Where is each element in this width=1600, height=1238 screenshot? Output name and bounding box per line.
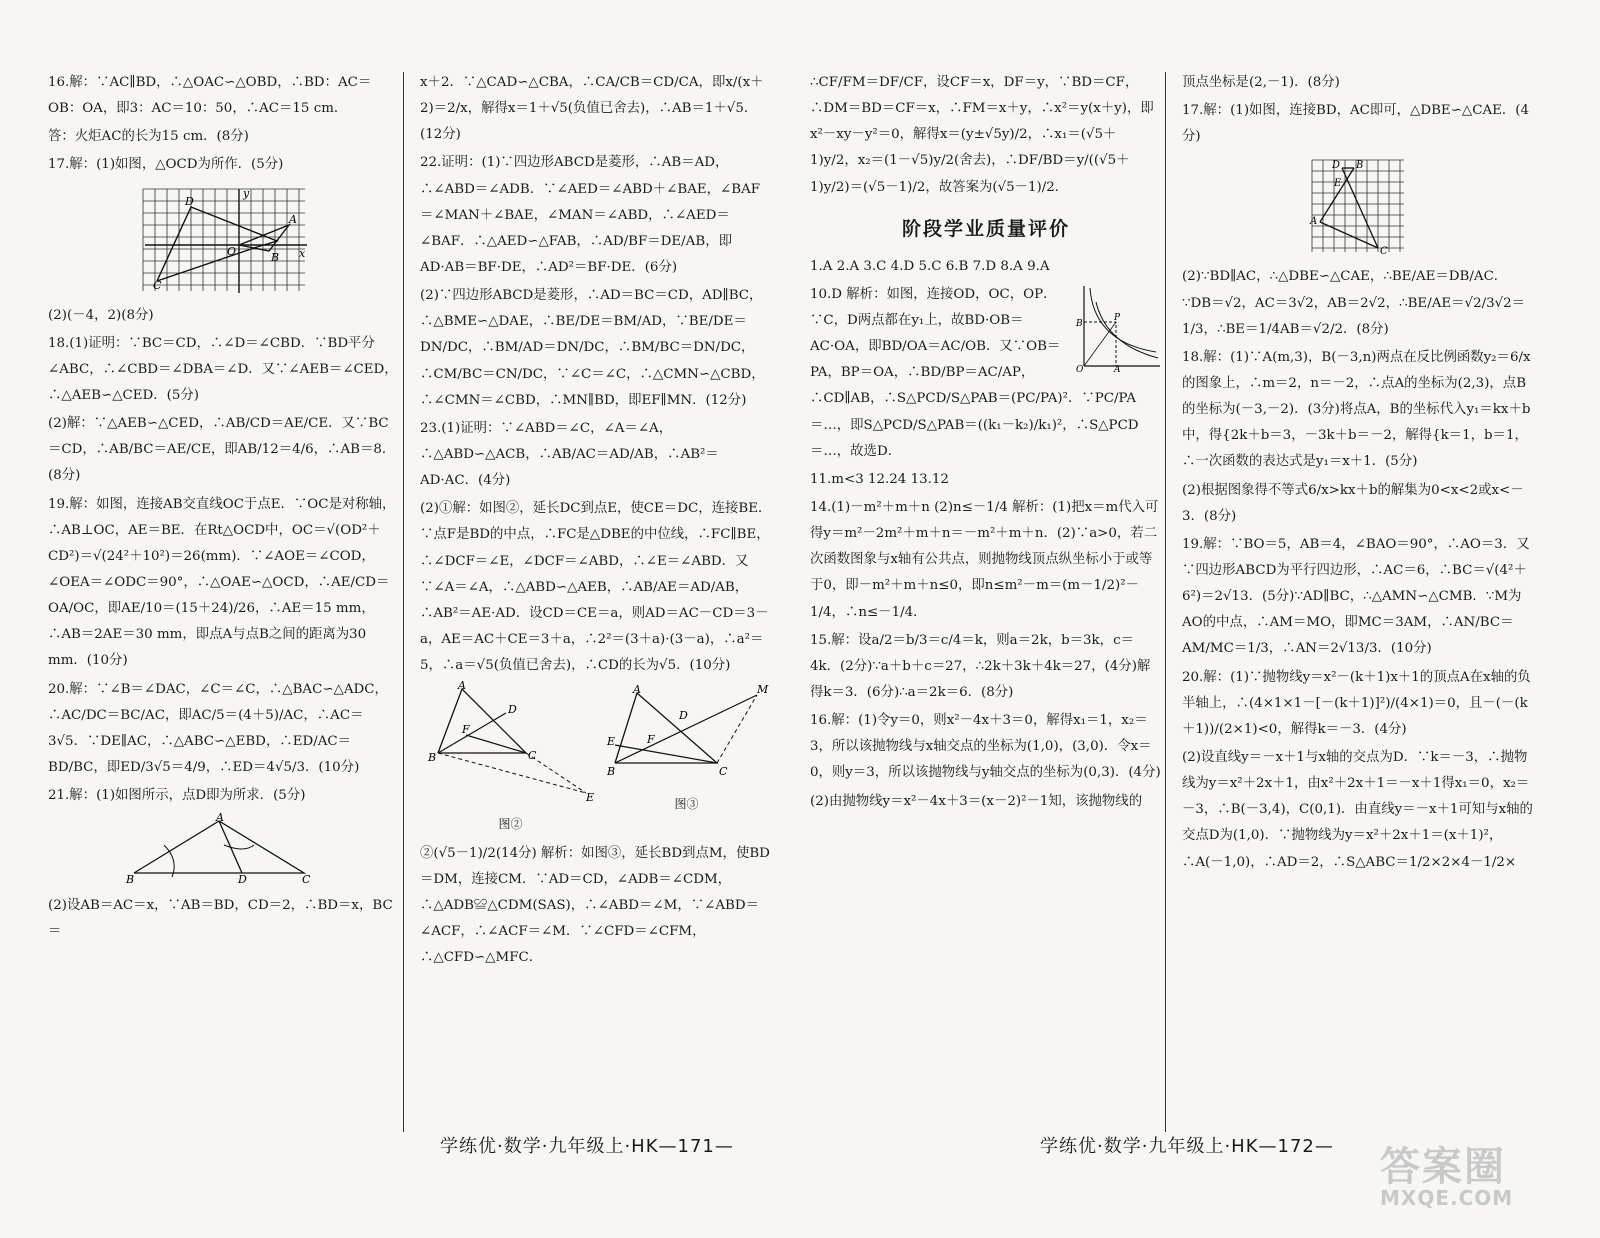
svg-text:B: B [1076,318,1083,329]
grid-figure-17-right [1308,156,1408,256]
answer-17-2: (2)(－4，2)(8分) [48,307,154,323]
figure-3-caption: 图③ [674,797,699,812]
svg-text:E: E [585,791,594,805]
answer-16: 16.解：∵AC∥BD，∴△OAC∽△OBD，∴BD：AC＝OB：OA，即3：AC＝10：50，∴AC＝15 cm． [48,75,372,117]
svg-text:C: C [302,873,311,887]
answer-20-1-right: 20.解：(1)∵抛物线y＝x²－(k＋1)x＋1的顶点A在x轴的负半轴上，∴(4×1×1－[－(k＋1)]²)/(4×1)＝0，且－(－(k＋1))/(2×1)<0，解得k＝－3．(4分) [1182,669,1531,737]
footer-right: 学练优·数学·九年级上·HK—172— [1040,1136,1334,1157]
figure-2-caption: 图② [498,817,523,832]
answer-18-2-right: (2)根据图象得不等式6/x>kx＋b的解集为0<x<2或x<－3．(8分) [1182,482,1524,524]
svg-text:O: O [227,244,237,258]
answer-17-2-right: (2)∵BD∥AC，∴△DBE∽△CAE，∴BE/AE＝DB/AC．∵DB＝√2，AC＝3√2，AB＝2√2，∴BE/AE＝√2/3√2＝1/3，∴BE＝1/4AB＝√2/2．(8分) [1182,269,1526,337]
answer-23-2-ii: ②(√5－1)/2(14分) 解析：如图③，延长BD到点M，使BD＝DM，连接CM．∵AD＝CD，∠ADB＝∠CDM，∴△ADB≌△CDM(SAS)，∴∠ABD＝∠M，∵∠ABD＝∠ACF，∴∠ACF＝∠M．∵∠CFD＝∠CFM，∴△CFD∽△MFC． [420,845,770,966]
answer-15: 15.解：设a/2＝b/3＝c/4＝k，则a＝2k，b＝3k，c＝4k．(2分)∵a＋b＋c＝27，∴2k＋3k＋4k＝27，(4分)解得k＝3．(6分)∴a＝2k＝6．(8分) [810,632,1151,700]
answer-18-2: (2)解：∵△AEB∽△CED，∴AB/CD＝AE/CE．又∵BC＝CD，∴AB/BC＝AE/CE，即AB/12＝4/6，∴AB＝8．(8分) [48,416,396,484]
svg-text:F: F [461,723,470,737]
svg-text:D: D [1332,160,1341,172]
svg-text:E: E [1334,178,1342,190]
answers-11-13: 11.m<3 12.24 13.12 [810,471,949,487]
answer-18-1-right: 18.解：(1)∵A(m,3)，B(－3,n)两点在反比例函数y₂＝6/x的图象上，∴m＝2，n＝－2，∴点A的坐标为(2,3)，点B的坐标为(－3,－2)．(3分)将点A，B的坐标代入y₁＝kx＋b中，得{2k＋b＝3，－3k＋b＝－2，解得{k＝1，b＝1，∴一次函数的表达式是y₁＝x＋1．(5分) [1182,349,1531,470]
figure-3 [607,683,767,837]
svg-text:B: B [606,765,615,779]
graph-figure-10 [1076,282,1162,375]
answer-17-1: 17.解：(1)如图，△OCD为所作．(5分) [48,157,284,173]
grid-figure-17 [139,185,309,295]
answer-22-1: 22.证明：(1)∵四边形ABCD是菱形，∴AB＝AD，∴∠ABD＝∠ADB．∵∠AED＝∠ABD＋∠BAE，∠BAF＝∠MAN＋∠BAE，∠MAN＝∠ABD，∴∠AED＝∠BAF．∴△AED∽△FAB，∴AD/BF＝DE/AB，即AD·AB＝BF·DE，∴AD²＝BF·DE．(6分) [420,155,761,275]
answer-16-conclusion: 答：火炬AC的长为15 cm．(8分) [48,129,249,145]
svg-text:B: B [427,751,436,765]
svg-text:D: D [507,703,517,717]
svg-text:B: B [1356,160,1364,172]
watermark-top: 答案圈 [1380,1144,1506,1190]
column-1 [48,70,400,1150]
svg-text:A: A [632,683,641,697]
figure-2 [426,679,596,837]
right-page [810,70,1550,1150]
answer-20-2-right: (2)设直线y＝－x＋1与x轴的交点为D．∵k＝－3，∴抛物线为y＝x²＋2x＋1，由x²＋2x＋1＝－x＋1得x₁＝0，x₂＝－3，∴B(－3,4)，C(0,1)．由直线y＝－x＋1可知与x轴的交点D为(1,0)．∵抛物线为y＝x²＋2x＋1＝(x＋1)²，∴A(－1,0)，∴AD＝2，∴S△ABC＝1/2×2×4－1/2× [1182,749,1533,870]
answer-14: 14.(1)－m²＋m＋n (2)n≤－1/4 解析：(1)把x＝m代入可得y＝m²－2m²＋m＋n＝－m²＋m＋n．(2)∵a>0，若二次函数图象与x轴有公共点，则抛物线顶点纵坐标小于或等于0，即－m²＋m＋n≤0，即n≤m²－m＝(m－1/2)²－1/4，∴n≤－1/4． [810,500,1159,620]
svg-text:C: C [1380,246,1388,258]
section-title: 阶段学业质量评价 [901,217,1070,240]
triangle-figure-21 [124,811,324,887]
answer-22-2: (2)∵四边形ABCD是菱形，∴AD＝BC＝CD，AD∥BC，∴△BME∽△DAE，∴BE/DE＝BM/AD，∵BE/DE＝DN/DC，∴BM/AD＝DN/DC，∴BM/BC＝DN/DC，∴CM/BC＝CN/DC，∵∠C＝∠C，∴△CMN∽△CBD，∴∠CMN＝∠CBD，∴MN∥BD，即EF∥MN．(12分) [420,288,765,408]
svg-text:B: B [126,873,135,887]
svg-text:P: P [1114,312,1121,323]
svg-text:F: F [646,733,655,747]
svg-text:O: O [1076,364,1084,375]
svg-text:A: A [216,811,224,825]
answer-21-continued: x＋2．∵△CAD∽△CBA，∴CA/CB＝CD/CA，即x/(x＋2)＝2/x，解得x＝1＋√5(负值已舍去)，∴AB＝1＋√5．(12分) [420,75,764,143]
column-3 [810,70,1162,1150]
svg-text:D: D [238,873,247,887]
watermark-logo [1380,1135,1580,1225]
svg-text:A: A [1310,216,1318,228]
column-2 [420,70,772,1150]
svg-text:C: C [153,278,162,292]
watermark-bottom: MXQE.COM [1380,1186,1514,1210]
answer-23-2: (2)①解：如图②，延长DC到点E，使CE＝DC，连接BE．∵点F是BD的中点，∴FC是△DBE的中位线，∴FC∥BE，∴∠DCF＝∠E，∠DCF＝∠ABD，∴∠E＝∠ABD．又∵∠A＝∠A，∴△ABD∽△AEB，∴AB/AE＝AD/AB，∴AB²＝AE·AD．设CD＝CE＝a，则AD＝AC－CD＝3－a，AE＝AC＋CE＝3＋a，∴2²＝(3＋a)·(3－a)，∴a²＝5，∴a＝√5(负值已舍去)，∴CD的长为√5．(10分) [420,501,772,674]
svg-text:C: C [718,765,727,779]
answer-16-continued: 顶点坐标是(2,－1)．(8分) [1182,75,1340,90]
answer-23-1: 23.(1)证明：∵∠ABD＝∠C，∠A＝∠A，∴△ABD∽△ACB，∴AB/AC＝AD/AB，∴AB²＝AD·AC．(4分) [420,420,719,489]
answer-16-2: (2)由抛物线y＝x²－4x＋3＝(x－2)²－1知，该抛物线的 [810,793,1143,809]
answer-20: 20.解：∵∠B＝∠DAC，∠C＝∠C，∴△BAC∽△ADC，∴AC/DC＝BC/AC，即AC/5＝(4＋5)/AC，∴AC＝3√5．∵DE∥AC，∴△ABC∽△EBD，∴ED/AC＝BD/BC，即ED/3√5＝4/9，∴ED＝4√5/3．(10分) [48,681,388,775]
answer-23-continued: ∴CF/FM＝DF/CF，设CF＝x，DF＝y，∵BD＝CF，∴DM＝BD＝CF＝x，∴FM＝x＋y，∴x²＝y(x＋y)，即x²－xy－y²＝0，解得x＝(y±√5y)/2，∴x₁＝(√5＋1)y/2，x₂＝(1－√5)y/2(舍去)，∴DF/BD＝y/((√5＋1)y/2)＝(√5－1)/2，故答案为(√5－1)/2． [810,75,1154,195]
svg-text:y: y [243,186,250,200]
svg-text:C: C [527,749,536,763]
footer-left: 学练优·数学·九年级上·HK—171— [440,1136,734,1157]
svg-text:A: A [457,679,466,693]
svg-text:D: D [185,194,194,208]
svg-text:A: A [289,212,297,226]
answer-16-1: 16.解：(1)令y＝0，则x²－4x＋3＝0，解得x₁＝1，x₂＝3，所以该抛物线与x轴交点的坐标为(1,0)，(3,0)．令x＝0，则y＝3，所以该抛物线与y轴交点的坐标为(0,3)．(4分) [810,713,1161,781]
svg-text:B: B [271,250,280,264]
answer-19-right: 19.解：∵BO＝5，AB＝4，∠BAO＝90°，∴AO＝3．又∵四边形ABCD为平行四边形，∴AC＝6，∴BC＝√(4²＋6²)＝2√13．(5分)∵AD∥BC，∴△AMN∽△CMB．∵M为AO的中点，∴AM＝MO，即MC＝3AM，∴AN/BC＝AM/MC＝1/3，∴AN＝2√13/3．(10分) [1182,536,1530,657]
svg-text:x: x [299,246,306,260]
answer-10: 10.D 解析：如图，连接OD，OC，OP．∵C，D两点都在y₁上，故BD·OB＝AC·OA，即BD/OA＝AC/OB．又∵OB＝PA，BP＝OA，∴BD/BP＝AC/AP，∴CD∥AB，∴S△PCD/S△PAB＝(PC/PA)²．∵PC/PA＝…，即S△PCD/S△PAB＝((k₁－k₂)/k₁)²，∴S△PCD＝…，故选D． [810,286,1139,459]
multiple-choice-answers: 1.A 2.A 3.C 4.D 5.C 6.B 7.D 8.A 9.A [810,258,1050,274]
answer-18-1: 18.(1)证明：∵BC＝CD，∴∠D＝∠CBD．∵BD平分∠ABC，∴∠CBD＝∠DBA＝∠D．又∵∠AEB＝∠CED，∴△AEB∽△CED．(5分) [48,335,398,403]
answer-21-2: (2)设AB＝AC＝x，∵AB＝BD，CD＝2，∴BD＝x，BC＝ [48,898,393,940]
svg-text:E: E [606,735,615,749]
svg-text:D: D [678,709,688,723]
answer-21-1: 21.解：(1)如图所示，点D即为所求．(5分) [48,788,306,804]
svg-text:M: M [756,683,768,697]
left-column-divider [403,72,404,1132]
answer-17-1-right: 17.解：(1)如图，连接BD，AC即可，△DBE∽△CAE．(4分) [1182,103,1530,145]
svg-text:A: A [1114,364,1121,375]
column-4 [1182,70,1534,1150]
answer-19: 19.解：如图，连接AB交直线OC于点E．∵OC是对称轴，∴AB⊥OC，AE＝BE．在Rt△OCD中，OC＝√(OD²＋CD²)＝√(24²＋10²)＝26(mm)．∵∠AOE＝∠COD，∠OEA＝∠ODC＝90°，∴△OAE∽△OCD，∴AE/CD＝OA/OC，即AE/10＝(15＋24)/26，∴AE＝15 mm，∴AB＝2AE＝30 mm，即点A与点B之间的距离为30 mm．(10分) [48,496,396,669]
figures-23 [420,679,772,837]
left-page [48,70,788,1150]
